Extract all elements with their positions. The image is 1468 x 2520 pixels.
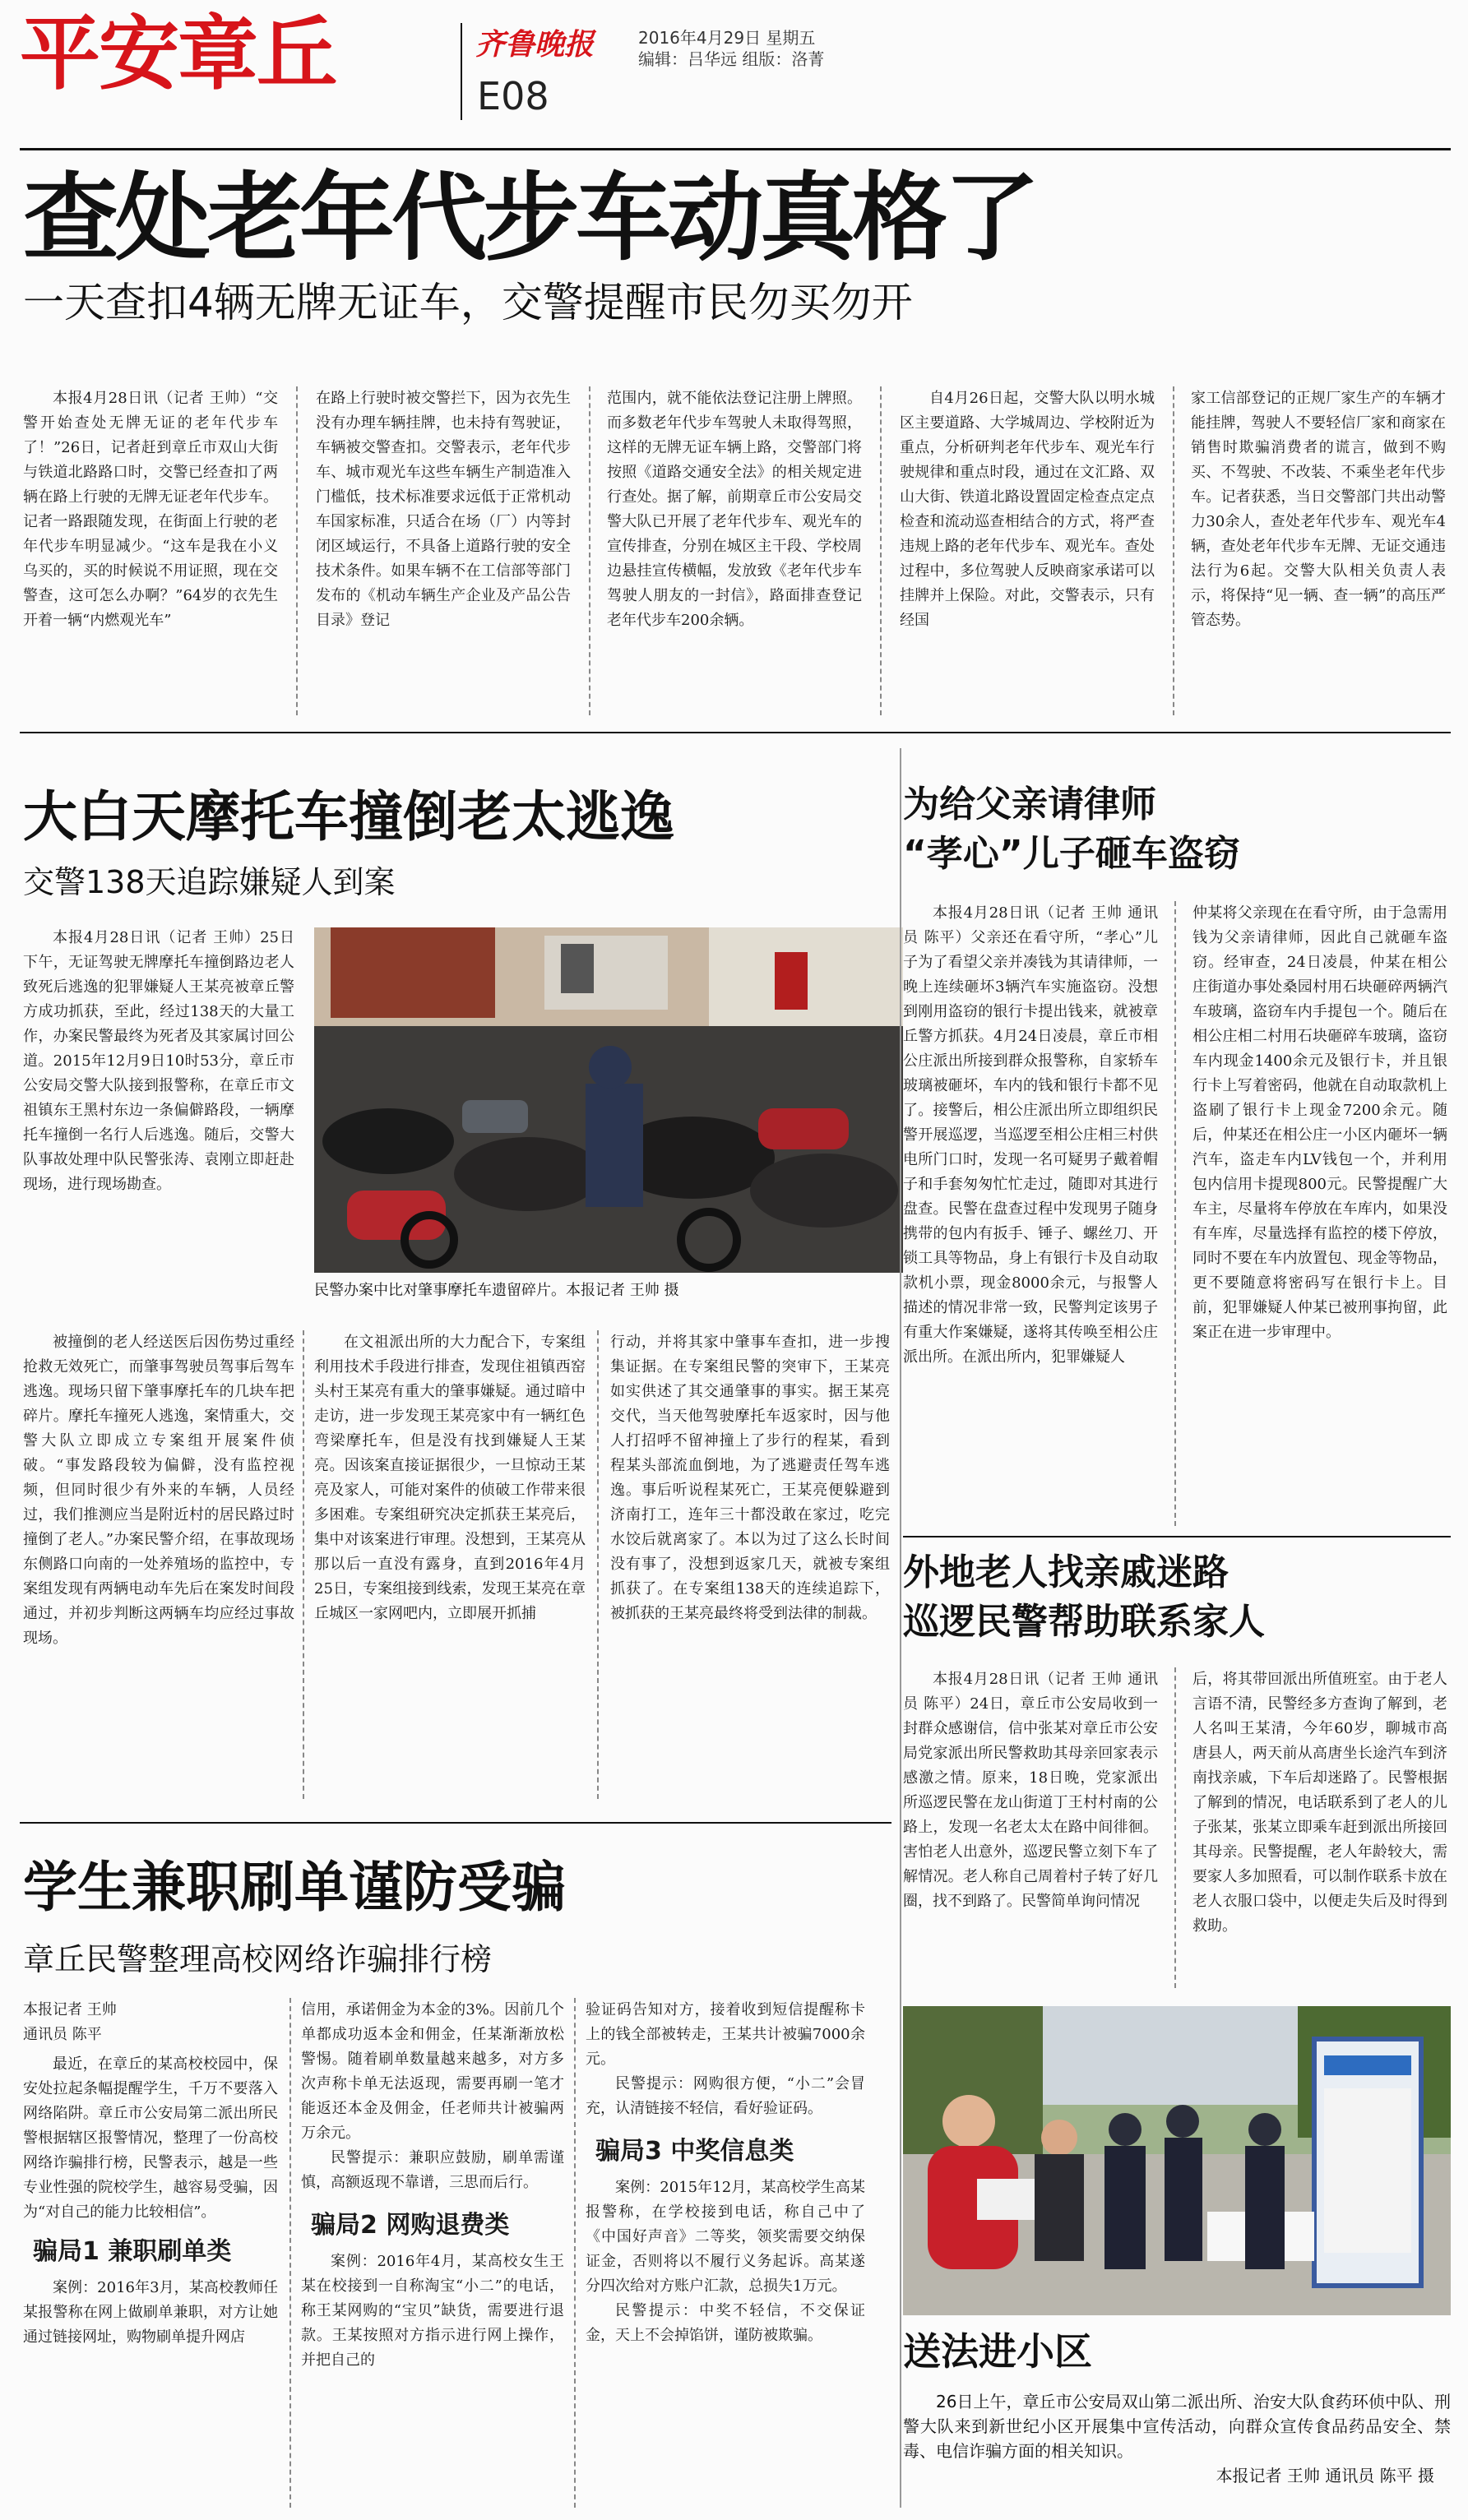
law-credit: 本报记者 王帅 通讯员 陈平 摄 (1216, 2466, 1434, 2485)
lead-col-text: 在路上行驶时被交警拦下，因为衣先生没有办理车辆挂牌，也未持有驾驶证，车辆被交警查扣。交警表示，老年代步车、城市观光车这些车辆生产制造准入门槛低，技术标准要求远低于正常机动车国家标准，只适合在场（厂）内等封闭区域运行，不具备上道路行驶的安全技术条件。如果车辆不在工信部等部门发布的《机动车辆生产企业及产品公告目录》登记 (316, 390, 571, 629)
scam-1-case: 案例：2016年3月，某高校教师任某报警称在网上做刷单兼职，对方让她通过链接网址，购物刷单提升网店 (23, 2279, 278, 2346)
moto-headline: 大白天摩托车撞倒老太逃逸 (23, 785, 674, 848)
law-headline: 送法进小区 (903, 2329, 1092, 2374)
elder-col-text: 本报4月28日讯（记者 王帅 通讯员 陈平）24日，章丘市公安局收到一封群众感谢信，信中张某对章丘市公安局党家派出所民警救助其母亲回家表示感激之情。原来，18日晚，党家派出所巡逻民警在龙山街道丁王村村南的公路上，发现一名老太太在路中间徘徊。害怕老人出意外，巡逻民警立刻下车了解情况。老人称自己周着村子转了好几圈，找不到路了。民警简单询问情况 (903, 1671, 1158, 1910)
column-divider (1173, 386, 1174, 715)
column-divider (1174, 1667, 1176, 1988)
lead-col-1 (23, 386, 278, 715)
moto-col-text: 被撞倒的老人经送医后因伤势过重经抢救无效死亡，而肇事驾驶员驾事后驾车逃逸。现场只留下肇事摩托车的几块车把碎片。摩托车撞死人逃逸，案情重大，交警大队立即成立专案组开展案件侦破。“事发路段较为偏僻，没有监控视频，但同时很少有外来的车辆，人员经过，我们推测应当是附近村的居民路过时撞倒了老人。”办案民警介绍，在事故现场东侧路口向南的一处养殖场的监控中，专案组发现有两辆电动车先后在案发时间段通过，并初步判断这两辆车均应经过事故现场。 (23, 1334, 294, 1647)
law-photo-image (903, 2006, 1451, 2315)
student-byline: 本报记者 王帅 通讯员 陈平 (23, 2001, 117, 2043)
student-col-2 (301, 1998, 564, 2508)
column-divider (589, 386, 590, 715)
moto-col-2 (314, 1330, 586, 1799)
section-rule (903, 1536, 1451, 1537)
column-divider (597, 1330, 599, 1799)
moto-col-text: 行动，并将其家中肇事车查扣，进一步搜集证据。在专案组民警的突审下，王某亮如实供述了其交通肇事的事实。据王某亮交代，当天他驾驶摩托车返家时，因与他人打招呼不留神撞上了步行的程某，看到程某头部流血倒地，为了逃避责任驾车逃逸。事后听说程某死亡，王某亮便躲避到济南打工，连年三十都没敢在家过，吃完水饺后就离家了。本以为过了这么长时间没有事了，没想到返家几天，就被专案组抓获了。在专案组138天的连续追踪下，被抓获的王某亮最终将受到法律的制裁。 (610, 1334, 890, 1622)
lawyer-col-text: 本报4月28日讯（记者 王帅 通讯员 陈平）父亲还在看守所，“孝心”儿子为了看望父亲并凑钱为其请律师，一晚上连续砸坏3辆汽车实施盗窃。没想到刚用盗窃的银行卡提出钱来，就被章丘警方抓获。4月24日凌晨，章丘市相公庄派出所接到群众报警称，自家轿车玻璃被砸坏，车内的钱和银行卡都不见了。接警后，相公庄派出所立即组织民警开展巡逻，当巡逻至相公庄相三村供电所门口时，发现一名可疑男子戴着帽子和手套匆匆忙忙走过，随即对其进行盘查。民警在盘查过程中发现男子随身携带的包内有扳手、锤子、螺丝刀、开锁工具等物品，身上有银行卡及自动取款机小票，现金8000余元，与报警人描述的情况非常一致，民警判定该男子有重大作案嫌疑，遂将其传唤至相公庄派出所。在派出所内，犯罪嫌疑人 (903, 904, 1158, 1366)
section-rule (20, 732, 1451, 733)
elder-col-2 (1192, 1667, 1447, 1988)
lawyer-col-1 (903, 901, 1158, 1526)
section-vertical-rule (900, 748, 901, 2508)
lead-col-text: 本报4月28日讯（记者 王帅）“交警开始查处无牌无证的老年代步车了！”26日，记者赶到章丘市双山大街与铁道北路路口时，交警已经查扣了两辆在路上行驶的无牌无证老年代步车。记者一路跟随发现，在街面上行驶的老年代步车明显减少。“这车是我在小义乌买的，买的时候说不用证照，现在交警查，这可怎么办啊？”64岁的衣先生开着一辆“内燃观光车” (23, 390, 278, 629)
editor-line: 编辑：吕华远 组版：洛菁 (638, 49, 825, 69)
column-divider (303, 1330, 304, 1799)
scam-2-title: 骗局2 网购退费类 (311, 2211, 510, 2240)
lead-col-2 (316, 386, 571, 715)
elder-headline-line2: 巡逻民警帮助联系家人 (903, 1601, 1265, 1643)
masthead-rule (20, 148, 1451, 150)
column-divider (574, 1998, 576, 2508)
moto-col-1 (23, 1330, 294, 1799)
scam-2-tip: 民警提示：网购很方便，“小二”会冒充，认清链接不轻信，看好验证码。 (586, 2075, 865, 2117)
moto-col-top (23, 926, 294, 1312)
lead-subhead: 一天查扣4辆无牌无证车，交警提醒市民勿买勿开 (23, 279, 913, 326)
lead-col-text: 自4月26日起，交警大队以明水城区主要道路、大学城周边、学校附近为重点，分析研判老年代步车、观光车行驶规律和重点时段，通过在文汇路、双山大街、铁道北路设置固定检查点定点检查和流动巡查相结合的方式，将严查违规上路的老年代步车、观光车。查处过程中，多位驾驶人反映商家承诺可以挂牌并上保险。对此，交警表示，只有经国 (900, 390, 1155, 629)
lawyer-headline-line1: 为给父亲请律师 (903, 784, 1156, 825)
law-photo (903, 2006, 1451, 2315)
student-subhead: 章丘民警整理高校网络诈骗排行榜 (23, 1941, 493, 1977)
student-col-1 (23, 1998, 278, 2508)
scam-3-title: 骗局3 中奖信息类 (595, 2137, 794, 2166)
lawyer-col-text: 仲某将父亲现在在看守所，由于急需用钱为父亲请律师，因此自己就砸车盗窃。经审查，24日凌晨，仲某在相公庄街道办事处桑园村用石块砸碎两辆汽车玻璃，盗窃车内手提包一个。随后在相公庄相二村用石块砸碎车玻璃，盗窃车内现金1400余元及银行卡，并且银行卡上写着密码，他就在自动取款机上盗刷了银行卡上现金7200余元。随后，仲某还在相公庄一小区内砸坏一辆汽车，盗走车内LV钱包一个，并利用包内信用卡提现800元。民警提醒广大车主，尽量将车停放在车库内，如果没有车库，尽量选择有监控的楼下停放，同时不要在车内放置包、现金等物品，更不要随意将密码写在银行卡上。目前，犯罪嫌疑人仲某已被刑事拘留，此案正在进一步审理中。 (1192, 904, 1447, 1341)
elder-headline-line1: 外地老人找亲戚迷路 (903, 1551, 1229, 1593)
lawyer-headline-line2: “孝心”儿子砸车盗窃 (903, 833, 1240, 875)
student-headline: 学生兼职刷单谨防受骗 (23, 1856, 566, 1919)
lead-headline: 查处老年代步车动真格了 (23, 163, 1036, 274)
student-col-3 (586, 1998, 865, 2508)
lead-col-text: 范围内，就不能依法登记注册上牌照。而多数老年代步车驾驶人未取得驾照，这样的无牌无证车辆上路，交警部门将按照《道路交通安全法》的相关规定进行查处。据了解，前期章丘市公安局交警大队已开展了老年代步车、观光车的宣传排查，分别在城区主干段、学校周边悬挂宣传横幅，发放致《老年代步车驾驶人朋友的一封信》，路面排查登记老年代步车200余辆。 (607, 390, 862, 629)
moto-col-text: 本报4月28日讯（记者 王帅）25日下午，无证驾驶无牌摩托车撞倒路边老人致死后逃逸的犯罪嫌疑人王某亮被章丘警方成功抓获，至此，经过138天的大量工作，办案民警最终为死者及其家属讨回公道。2015年12月9日10时53分，章丘市公安局交警大队接到报警称，在章丘市文祖镇东王黑村东边一条偏僻路段，一辆摩托车撞倒一名行人后逃逸。随后，交警大队事故处理中队民警张涛、袁刚立即赶赴现场，进行现场勘查。 (23, 929, 294, 1193)
masthead-divider (461, 23, 462, 120)
lead-col-5 (1191, 386, 1446, 715)
section-title: 平安章丘 (20, 7, 336, 101)
scam-3-case: 案例：2015年12月，某高校学生高某报警称，在学校接到电话，称自己中了《中国好声音》二等奖，领奖需要交纳保证金，否则将以不履行义务起诉。高某遂分四次给对方账户汇款，总损失1万元。 (586, 2179, 865, 2295)
scam-1-tip: 民警提示：兼职应鼓励，刷单需谨慎，高额返现不靠谱，三思而后行。 (301, 2149, 564, 2191)
elder-col-text: 后，将其带回派出所值班室。由于老人言语不清，民警经多方查询了解到，老人名叫王某清，今年60岁，聊城市高唐县人，两天前从高唐坐长途汽车到济南找亲戚，下车后却迷路了。民警根据了解到的情况，电话联系到了老人的儿子张某，张某立即乘车赶到派出所接回其母亲。民警提醒，老人年龄较大，需要家人多加照看，可以制作联系卡放在老人衣服口袋中，以便走失后及时得到救助。 (1192, 1671, 1447, 1935)
paper-logo: 齐鲁晚报 (475, 27, 595, 62)
moto-subhead: 交警138天追踪嫌疑人到案 (23, 864, 396, 900)
moto-photo (314, 927, 903, 1273)
law-caption (903, 2389, 1451, 2488)
section-rule (20, 1822, 891, 1824)
lead-col-text: 家工信部登记的正规厂家生产的车辆才能挂牌，驾驶人不要轻信厂家和商家在销售时欺骗消费者的谎言，做到不购买、不驾驶、不改装、不乘坐老年代步车。记者获悉，当日交警部门共出动警力30余人，查处老年代步车、观光车4辆，查处老年代步车无牌、无证交通违法行为6起。交警大队相关负责人表示，将保持“见一辆、查一辆”的高压严管态势。 (1191, 390, 1446, 629)
lead-col-4 (900, 386, 1155, 715)
column-divider (289, 1998, 291, 2508)
column-divider (880, 386, 882, 715)
scam-1-rest: 信用，承诺佣金为本金的3%。因前几个单都成功返本金和佣金，任某渐渐放松警惕。随着刷单数量越来越多，对方多次声称卡单无法返现，需要再刷一笔才能返还本金及佣金，任老师共计被骗两万余元。 (301, 2001, 564, 2142)
scam-2-case: 案例：2016年4月，某高校女生王某在校接到一自称淘宝“小二”的电话，称王某网购的“宝贝”缺货，需要进行退款。王某按照对方指示进行网上操作，并把自己的 (301, 2253, 564, 2369)
column-divider (296, 386, 298, 715)
law-caption-text: 26日上午，章丘市公安局双山第二派出所、治安大队食药环侦中队、刑警大队来到新世纪小区开展集中宣传活动，向群众宣传食品药品安全、禁毒、电信诈骗方面的相关知识。 (903, 2392, 1451, 2461)
scam-2-rest: 验证码告知对方，接着收到短信提醒称卡上的钱全部被转走，王某共计被骗7000余元。 (586, 2001, 865, 2068)
moto-photo-caption: 民警办案中比对肇事摩托车遗留碎片。本报记者 王帅 摄 (314, 1282, 679, 1299)
issue-date: 2016年4月29日 星期五 (638, 28, 816, 48)
lawyer-col-2 (1192, 901, 1447, 1526)
moto-col-text: 在文祖派出所的大力配合下，专案组利用技术手段进行排查，发现住祖镇西窑头村王某亮有重大的肇事嫌疑。通过暗中走访，进一步发现王某亮家中有一辆红色弯梁摩托车，但是没有找到嫌疑人王某亮。因该案直接证据很少，一旦惊动王某亮及家人，可能对案件的侦破工作带来很多困难。专案组研究决定抓获王某亮后，集中对该案进行审理。没想到，王某亮从那以后一直没有露身，直到2016年4月25日，专案组接到线索，发现王某亮在章丘城区一家网吧内，立即展开抓捕 (314, 1334, 586, 1622)
scam-3-tip: 民警提示：中奖不轻信，不交保证金，天上不会掉馅饼，谨防被欺骗。 (586, 2302, 865, 2344)
page-number: E08 (477, 74, 549, 118)
moto-col-3 (610, 1330, 890, 1799)
moto-photo-image (314, 927, 903, 1273)
elder-col-1 (903, 1667, 1158, 1988)
scam-1-title: 骗局1 兼职刷单类 (33, 2237, 232, 2266)
student-intro: 最近，在章丘的某高校校园中，保安处拉起条幅提醒学生，千万不要落入网络陷阱。章丘市公安局第二派出所民警根据辖区报警情况，整理了一份高校网络诈骗排行榜，民警表示，越是一些专业性强的院校学生，越容易受骗，因为“对自己的能力比较相信”。 (23, 2055, 278, 2221)
column-divider (1174, 901, 1176, 1526)
lead-col-3 (607, 386, 862, 715)
